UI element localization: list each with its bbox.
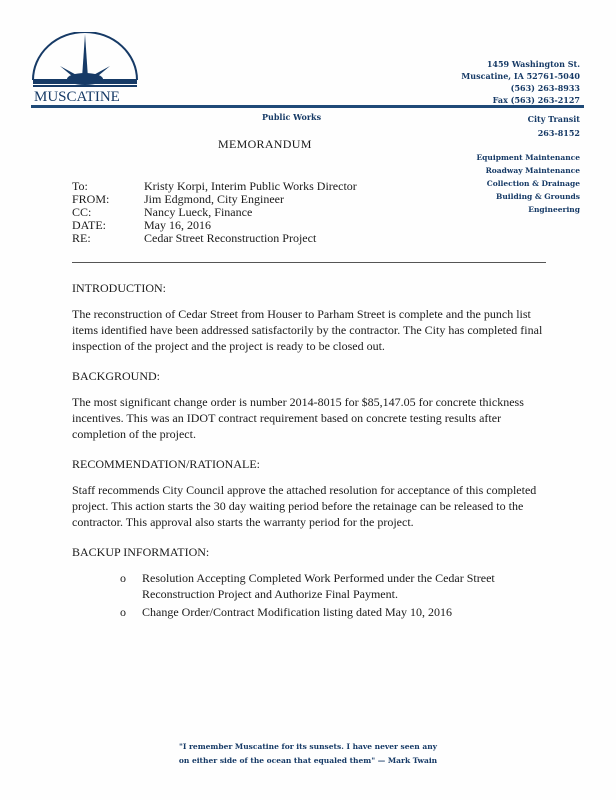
section-text: The reconstruction of Cedar Street from Houser to Parham Street is complete and the punch list items identified have been addressed satisfactorily by the contractor. The City has completed final inspection of the project and the project is ready to be closed out. (72, 307, 543, 353)
section-text: Staff recommends City Council approve the attached resolution for acceptance of this completed project. This action starts the 30 day waiting period before the retainage can be released to the contractor. This approval also starts the warranty period for the project. (72, 483, 537, 529)
letterhead-rule (31, 105, 584, 108)
memo-title: MEMORANDUM (218, 137, 312, 151)
phone: (563) 263-8933 (510, 83, 580, 93)
header-date: DATE: May 16, 2016 (72, 218, 211, 232)
division-item: Roadway Maintenance (485, 166, 580, 175)
section-heading: RECOMMENDATION/RATIONALE: (72, 457, 260, 471)
division-item: Building & Grounds (495, 192, 580, 201)
transit-block (528, 112, 580, 140)
header-cc: CC: Nancy Lueck, Finance (72, 205, 253, 219)
header-from: FROM: Jim Edgmond, City Engineer (72, 192, 284, 206)
section-heading: BACKGROUND: (72, 369, 161, 383)
bullet-icon: o (120, 571, 126, 585)
section-heading: BACKUP INFORMATION: (72, 545, 210, 559)
logo-text: MUSCATINE (34, 89, 120, 102)
list-item: o Change Order/Contract Modification listing dated May 10, 2016 (120, 605, 452, 619)
muscatine-logo (30, 32, 140, 102)
header-to: To: Kristy Korpi, Interim Public Works Director (72, 179, 357, 193)
bullet-icon: o (120, 605, 126, 619)
transit-phone: 263-8152 (537, 128, 580, 138)
division-item: Equipment Maintenance (476, 153, 580, 162)
section-heading: INTRODUCTION: (72, 281, 166, 295)
footer-quote: "I remember Muscatine for its sunsets. I have never seen any on either side of the ocean that equaled them" — Mark Twain (178, 742, 438, 765)
fax: Fax (563) 263-2127 (492, 95, 580, 105)
city-state-zip: Muscatine, IA 52761-5040 (461, 71, 580, 81)
memo-header (72, 180, 357, 245)
header-divider (72, 262, 546, 263)
section-text: The most significant change order is number 2014-8015 for $85,147.05 for concrete thickness incentives. This was an IDOT contract requirement based on concrete testing results after completion of the project. (72, 395, 524, 441)
street-address: 1459 Washington St. (486, 59, 580, 69)
header-re: RE: Cedar Street Reconstruction Project (72, 231, 317, 245)
address-block (461, 58, 580, 106)
list-item: o Resolution Accepting Completed Work Performed under the Cedar Street Reconstruction Project and Authorize Final Payment. (120, 571, 495, 601)
department-name: Public Works (262, 112, 322, 122)
division-city-transit: City Transit (527, 114, 580, 124)
backup-list (72, 570, 552, 620)
division-item: Engineering (528, 205, 580, 214)
division-item: Collection & Drainage (486, 179, 580, 188)
division-list (476, 151, 580, 216)
memo-body (72, 280, 552, 622)
